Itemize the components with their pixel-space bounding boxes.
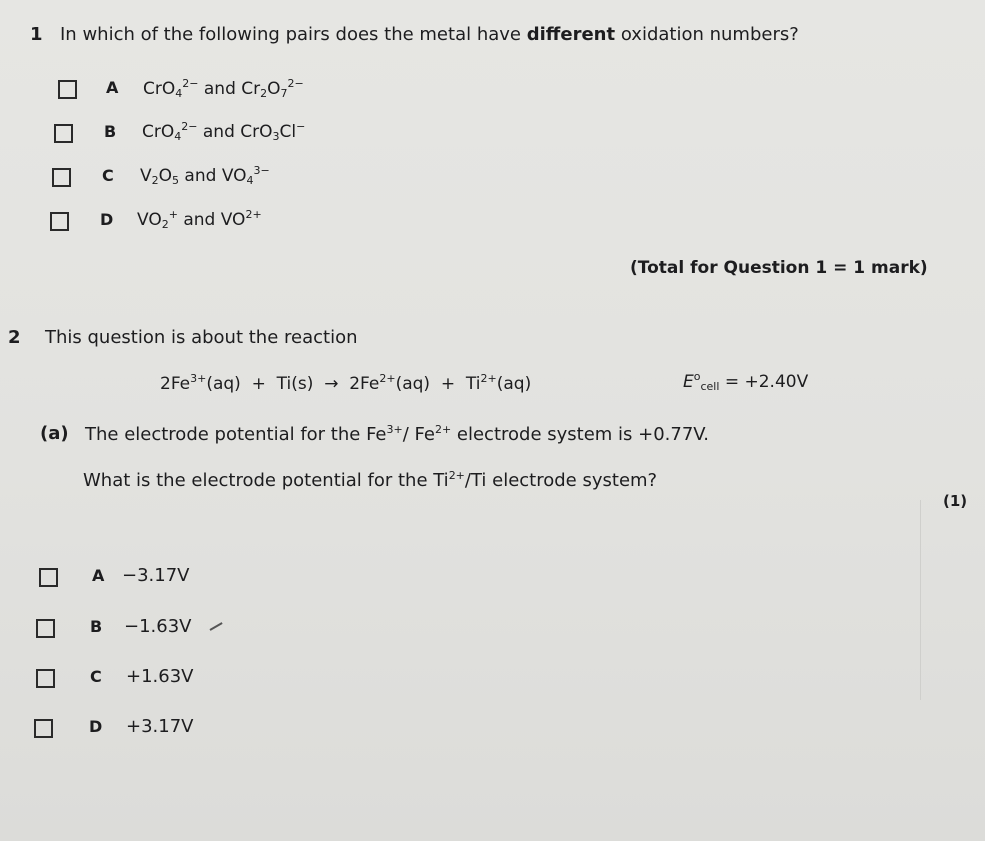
q1-option-a-letter: A [106, 78, 119, 97]
q1-option-d-checkbox[interactable] [50, 212, 69, 231]
q2-option-c-value: +1.63V [126, 666, 194, 687]
q1-text-end: oxidation numbers? [620, 24, 799, 45]
q1-text-start: In which of the following pairs does the metal have [60, 24, 521, 45]
handwritten-tick-mark [210, 622, 223, 631]
q2a-statement: The electrode potential for the $Fe^{3+}/$ $Fe^{2+}$ electrode system is +0.77V. [85, 423, 710, 445]
q2-option-c-checkbox[interactable] [36, 669, 55, 688]
q1-option-c-checkbox[interactable] [52, 168, 71, 187]
q2a-label: (a) [40, 423, 69, 444]
q1-option-d-letter: D [100, 210, 114, 229]
q2-option-d-checkbox[interactable] [34, 719, 53, 738]
q1-option-b-checkbox[interactable] [54, 124, 73, 143]
q2-option-a-value: −3.17V [122, 565, 190, 586]
q2-question-text: This question is about the reaction [45, 327, 358, 348]
q2-option-b-checkbox[interactable] [36, 619, 55, 638]
q1-number: 1 [30, 24, 43, 45]
q2-option-b-letter: B [90, 617, 103, 636]
q1-total-marks: (Total for Question 1 = 1 mark) [630, 258, 928, 278]
q2-option-a-checkbox[interactable] [39, 568, 58, 587]
q2-option-a-letter: A [92, 566, 105, 585]
q2-reaction-equation: $2Fe^{3+}(aq) + Ti(s) \to 2Fe^{2+}(aq) + Ti^{2+}(aq)$ [160, 372, 532, 394]
q2-option-d-letter: D [89, 717, 103, 736]
q1-option-a-text: CrO$_4^{2-}$ and $Cr_2O_7^{2-}$ [143, 77, 304, 100]
q2-option-d-value: +3.17V [126, 716, 194, 737]
q1-option-b-text: CrO$_4^{2-}$ and CrO$_3$Cl− [142, 120, 306, 143]
q2-option-b-value: −1.63V [124, 616, 192, 637]
q2a-question: What is the electrode potential for the $Ti^{2+}/Ti$ electrode system? [83, 469, 658, 491]
q1-option-d-text: $VO_2^+$ and $VO^{2+}$ [137, 208, 262, 231]
q1-question-text [60, 24, 799, 45]
q2-ecell-value: $E^o_{cell} = +2.40V$ [683, 370, 809, 393]
q1-option-c-letter: C [102, 166, 114, 185]
q2-number: 2 [8, 327, 21, 348]
q1-option-b-letter: B [104, 122, 117, 141]
q2a-marks: (1) [943, 492, 968, 510]
q1-text-emphasis: different [526, 24, 616, 45]
margin-line [920, 500, 921, 700]
q2-option-c-letter: C [90, 667, 102, 686]
q1-option-a-checkbox[interactable] [58, 80, 77, 99]
q1-option-c-text: $V_2O_5$ and $VO_4^{3-}$ [140, 164, 270, 187]
